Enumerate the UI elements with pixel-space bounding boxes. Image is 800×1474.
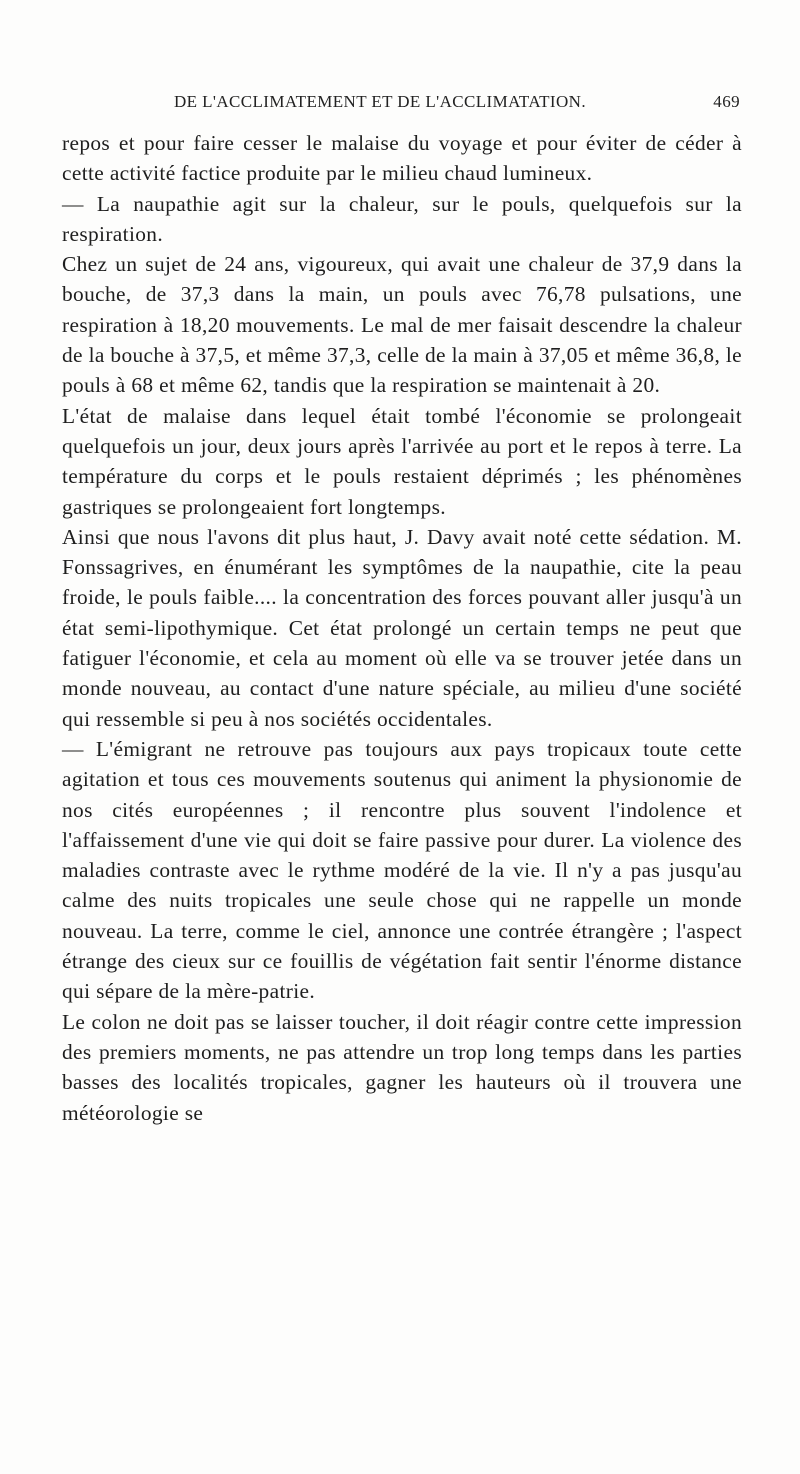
running-header <box>118 92 740 118</box>
paragraph-continuation: repos et pour faire cesser le malaise du voyage et pour éviter de céder à cette activité factice produite par le milieu chaud lumineux. <box>62 131 742 186</box>
paragraph-colon: Le colon ne doit pas se laisser toucher, il doit réagir contre cette impression des premiers moments, ne pas attendre un trop long temps dans les parties basses des localités tropicales, gagner les hauteurs où il trouvera une météorologie se <box>62 1009 742 1125</box>
paragraph-davy-fonssagrives: Ainsi que nous l'avons dit plus haut, J. Davy avait noté cette sédation. M. Fonssagrives, en énumérant les symptômes de la naupathie, cite la peau froide, le pouls faible.... la concentration des forces pouvant aller jusqu'à un état semi-lipothymique. Cet état prolongé un certain temps ne peut que fatiguer l'économie, et cela au moment où elle va se trouver jetée dans un monde nouveau, au contact d'une nature spéciale, au milieu d'une société qui ressemble si peu à nos sociétés occidentales. <box>62 524 742 731</box>
body-text <box>62 128 742 1128</box>
paragraph-emigrant: — L'émigrant ne retrouve pas toujours aux pays tropicaux toute cette agitation et tous ces mouvements soutenus qui animent la physionomie de nos cités européennes ; il rencontre plus souvent l'indolence et l'affaissement d'une vie qui doit se faire passive pour durer. La violence des maladies contraste avec le rythme modéré de la vie. Il n'y a pas jusqu'au calme des nuits tropicales une seule chose qui ne rappelle un monde nouveau. La terre, comme le ciel, annonce une contrée étrangère ; l'aspect étrange des cieux sur ce fouillis de végétation fait sentir l'énorme distance qui sépare de la mère-patrie. <box>62 736 742 1004</box>
paragraph-malaise: L'état de malaise dans lequel était tombé l'économie se prolongeait quelquefois un jour, deux jours après l'arrivée au port et le repos à terre. La température du corps et le pouls restaient déprimés ; les phénomènes gastriques se prolongeaient fort longtemps. <box>62 403 742 519</box>
running-title: DE L'ACCLIMATEMENT ET DE L'ACCLIMATATION. <box>174 92 586 111</box>
page-number: 469 <box>713 92 740 111</box>
paragraph-naupathie: — La naupathie agit sur la chaleur, sur le pouls, quelquefois sur la respiration. <box>62 191 742 246</box>
paragraph-case-study: Chez un sujet de 24 ans, vigoureux, qui avait une chaleur de 37,9 dans la bouche, de 37,3 dans la main, un pouls avec 76,78 pulsations, une respiration à 18,20 mouvements. Le mal de mer faisait descendre la chaleur de la bouche à 37,5, et même 37,3, celle de la main à 37,05 et même 36,8, le pouls à 68 et même 62, tandis que la respiration se maintenait à 20. <box>62 252 742 398</box>
